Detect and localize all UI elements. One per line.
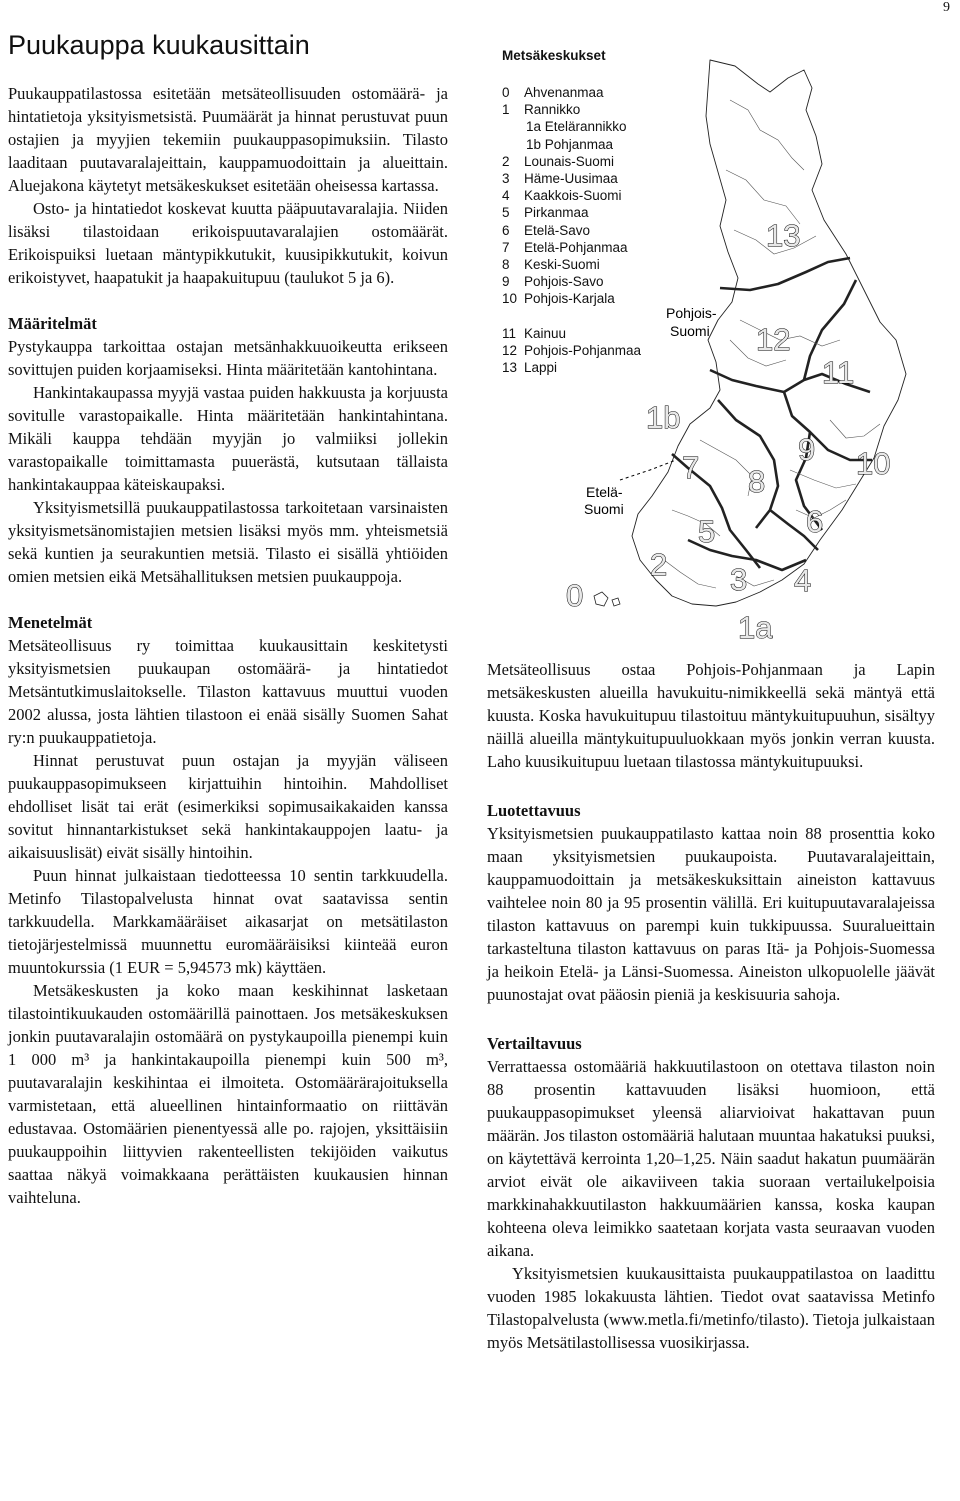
right-column [487, 658, 935, 1354]
legend-item-name: Kainuu [524, 325, 567, 341]
region-label-0: 0 [566, 578, 584, 613]
region-label-11: 11 [822, 355, 855, 390]
region-label-13: 13 [766, 218, 801, 253]
area-label-south-1: Etelä- [586, 484, 623, 500]
methods-paragraph-1: Metsäteollisuus ry toimittaa kuukausittain keskitetysti yksityismetsien puukaupan ostomäärä- ja hintatiedot Metsäntutkimuslaitokselle. Tilaston kattavuus muuttui vuoden 2002 alussa, josta lähtien tilastoon ei enää sisälly Suomen Sahat ry:n puukauppatietoja. [8, 636, 448, 747]
legend-item-number: 6 [502, 222, 510, 238]
legend-item-number: 7 [502, 239, 510, 255]
legend-item-name: Lappi [524, 360, 558, 376]
municipal-border [700, 440, 752, 496]
aland-islands [594, 592, 620, 606]
municipal-border [664, 560, 716, 588]
legend-item-name: Ahvenanmaa [524, 85, 604, 100]
border-lapland [720, 258, 850, 290]
region-label-8: 8 [748, 464, 766, 499]
comparability-paragraph-1: Verrattaessa ostomääriä hakkuutilastoon on otettava tilaston noin 88 prosentin kattavuuden lisäksi huomioon, että puukauppasopimukset yleensä aliarvioivat hakattavan puun määrän. Jos tilaston ostomääriä halutaan muuntaa hakatuksi puuksi, on käytettävä kerrointa 1,20–1,25. Näin saadut hakatun puumäärän arviot eivät ole aikaviiveen takia suoraan vertailukelpoisia markkinahakkuutilaston hakkuumäärien kanssa, koska kaupan kohteena oleva leimikko saatetaan korjata vasta seuraavan vuoden aikana. [487, 1057, 935, 1260]
legend-item-number: 12 [502, 342, 518, 358]
comparability-heading: Vertailtavuus [487, 1034, 582, 1053]
region-label-6: 6 [806, 504, 824, 539]
legend-item-number: 1 [502, 102, 510, 118]
legend-item-name: Häme-Uusimaa [524, 171, 618, 187]
aland-island [612, 598, 620, 606]
aland-island [594, 592, 608, 606]
legend-item-name: Kaakkois-Suomi [524, 188, 622, 204]
legend-item-number: 11 [502, 325, 517, 341]
legend-item-name: Lounais-Suomi [524, 153, 615, 169]
region-label-10: 10 [856, 446, 891, 481]
legend-item-number: 9 [502, 274, 510, 290]
region-label-12: 12 [756, 322, 791, 357]
legend-item-name: 1b Pohjanmaa [526, 136, 614, 152]
legend-item-name: Pohjois-Karjala [524, 291, 615, 307]
methods-paragraph-4: Metsäkeskusten ja koko maan keskihinnat lasketaan tilastointikuukauden ostomäärillä painottaen. Jos metsäkeskuksen jonkin puutavaralajin ostomäärä on pystykaupoilla pienempi kuin 1 000 m³ ja hankintakaupoilla pienempi kuin 500 m³, puutavaralajin keskihintaa ei ilmoiteta. Ostomäärärajoituksella varmistetaan, että alueellinen hintainformaatio on riittävän edustavaa. Ostomäärien pienentyessä alle po. rajojen, yksittäisiin puukauppoihin liittyvien rakenteellisten tekijöiden vaikutus saattaa näkyä voimakkaana perättäisten kuukausien hinnan vaihteluna. [8, 981, 448, 1207]
methods-paragraph-2: Hinnat perustuvat puun ostajan ja myyjän väliseen puukauppasopimukseen kirjattuihin hintoihin. Mahdolliset ehdolliset lisät tai erät (esimerkiksi sopimusaikakaiden kanssa sovitut hinnantarkistukset sekä hankintakauppojen laatu- ja aikaisuuslisät) eivät sisälly hintoihin. [8, 751, 448, 862]
reliability-heading: Luotettavuus [487, 801, 581, 820]
legend-item-number: 0 [502, 85, 510, 100]
legend-item-number: 10 [502, 291, 518, 307]
methods-heading: Menetelmät [8, 613, 93, 632]
definitions-paragraph-3: Yksityismetsillä puukauppatilastossa tarkoitetaan varsinaisten yksityismetsänomistajien metsien lisäksi myös mm. yhteismetsiä sekä kuntien ja seurakuntien metsiä. Tilasto ei sisällä yhtiöiden omien metsien eikä Metsähallituksen metsien puukauppoja. [8, 498, 448, 586]
region-label-7: 7 [682, 450, 700, 485]
comparability-paragraph-2: Yksityismetsien kuukausittaista puukauppatilastoa on laadittu vuoden 1985 lokakuusta lähtien. Tiedot ovat saatavissa Metinfo Tilastopalvelusta (www.metla.fi/metinfo/tilasto). Tietoja julkaistaan myös Metsätilastollisessa vuosikirjassa. [487, 1264, 935, 1352]
area-label-north-1: Pohjois- [666, 305, 717, 321]
legend-item-name: Pohjois-Savo [524, 274, 604, 290]
legend-item-name: 1a Etelärannikko [526, 119, 627, 135]
page-number: 9 [943, 0, 950, 15]
region-label-9: 9 [798, 432, 816, 467]
region-label-2: 2 [650, 547, 668, 582]
municipal-border [830, 420, 880, 438]
region-label-1a: 1a [738, 610, 773, 645]
reliability-paragraph: Yksityismetsien puukauppatilasto kattaa noin 88 prosenttia koko maan yksityismetsien puukaupoista. Puutavaralajeittain, kauppamuodoittain ja metsäkeskuksittain aineiston kattavuus vaihtelee noin 80 ja 95 prosentin välillä. Eri kuitupuutavaralajeissa tilaston kattavuus on parempi kuin tukkipuussa. Suuralueittain tarkasteltuna tilaston kattavuus on paras Itä- ja Pohjois-Suomessa ja heikoin Etelä- ja Länsi-Suomessa. Aineiston ulkopuolelle jäävät puunostajat ovat pääosin pieniä ja keskisuuria sahoja. [487, 824, 935, 1004]
municipal-border [726, 170, 800, 224]
region-label-4: 4 [794, 563, 812, 598]
region-label-1b: 1b [646, 400, 681, 435]
legend-item-number: 8 [502, 257, 510, 273]
area-label-north-2: Suomi [670, 323, 710, 339]
north-south-divider [620, 460, 676, 480]
legend-item-number: 2 [502, 153, 510, 169]
definitions-paragraph-1: Pystykauppa tarkoittaa ostajan metsänhakkuuoikeutta erikseen sovittujen puiden korjaamiseksi. Hinta määritetään kantohintana. [8, 337, 448, 379]
legend-item-name: Etelä-Pohjanmaa [524, 239, 628, 255]
definitions-paragraph-2: Hankintakaupassa myyjä vastaa puiden hakkuusta ja korjuusta sovitulle varastopaikalle. Hinta määritetään hankintahintana. Mikäli kauppa tehdään myyjän jo valmiiksi jollekin varastopaikalle toimittamasta puuerästä, kutsutaan tällaista hankintakauppaa käteiskaupaksi. [8, 383, 448, 494]
legend-item-number: 4 [502, 188, 510, 204]
legend-item-number: 3 [502, 171, 510, 187]
intro-paragraph-1: Puukauppatilastossa esitetään metsäteollisuuden ostomäärä- ja hintatietoja yksityismetsistä. Puumäärät ja hinnat perustuvat puun ostajien ja myyjien tekemiin puukauppasopimuksiin. Tilasto laaditaan puutavaralajeittain, kauppamuodoittain ja alueittain. Aluejakona käytetyt metsäkeskukset esitetään oheisessa kartassa. [8, 84, 448, 195]
legend-item-number: 13 [502, 360, 518, 376]
legend-item-name: Keski-Suomi [524, 257, 600, 273]
north-south-line [620, 460, 676, 480]
municipal-border [730, 100, 804, 170]
definitions-heading: Määritelmät [8, 314, 97, 333]
forest-centres-map [560, 40, 960, 660]
page-title: Puukauppa kuukausittain [8, 30, 310, 60]
legend-item-name: Pohjois-Pohjanmaa [524, 342, 642, 358]
intro-paragraph-2: Osto- ja hintatiedot koskevat kuutta pääpuutavaralajia. Niiden lisäksi tilastoidaan erikoispuutavaralajien ostomäärät. Erikoispuiksi luetaan mäntypikkutukit, kuusipikkutukit, koivun erikoistyvet, haapatukit ja haapakuitupuu (taulukot 5 ja 6). [8, 199, 448, 287]
region-label-3: 3 [730, 562, 748, 597]
legend-item-name: Pirkanmaa [524, 205, 589, 221]
legend-item-name: Rannikko [524, 102, 581, 118]
map-note-paragraph: Metsäteollisuus ostaa Pohjois-Pohjanmaan ja Lapin metsäkeskusten alueilla havukuitu-nimikkeellä sekä mäntyä että kuusta. Koska havukuitupuu tilastoituu mäntykuitupuuhun, sisältyy näillä alueilla mäntykuitupuuluokkaan myös jonkin verran kuusta. Laho kuusikuitupuu luetaan tilastossa mäntykuitupuuksi. [487, 660, 935, 771]
left-column [8, 82, 448, 1209]
area-label-south-2: Suomi [584, 501, 624, 517]
legend-item-number: 5 [502, 205, 510, 221]
map-title: Metsäkeskukset [502, 48, 606, 63]
legend-item-name: Etelä-Savo [524, 222, 591, 238]
region-label-5: 5 [698, 514, 716, 549]
methods-paragraph-3: Puun hinnat julkaistaan tiedotteessa 10 sentin tarkkuudella. Metinfo Tilastopalvelusta hinnat ovat saatavissa sentin tarkkuudella. Markkamääräiset aikasarjat on metsätilaston tietojärjestelmissä muunnettu euromääräisiksi kiinteää euron muuntokurssia (1 EUR = 5,94573 mk) käyttäen. [8, 866, 448, 977]
